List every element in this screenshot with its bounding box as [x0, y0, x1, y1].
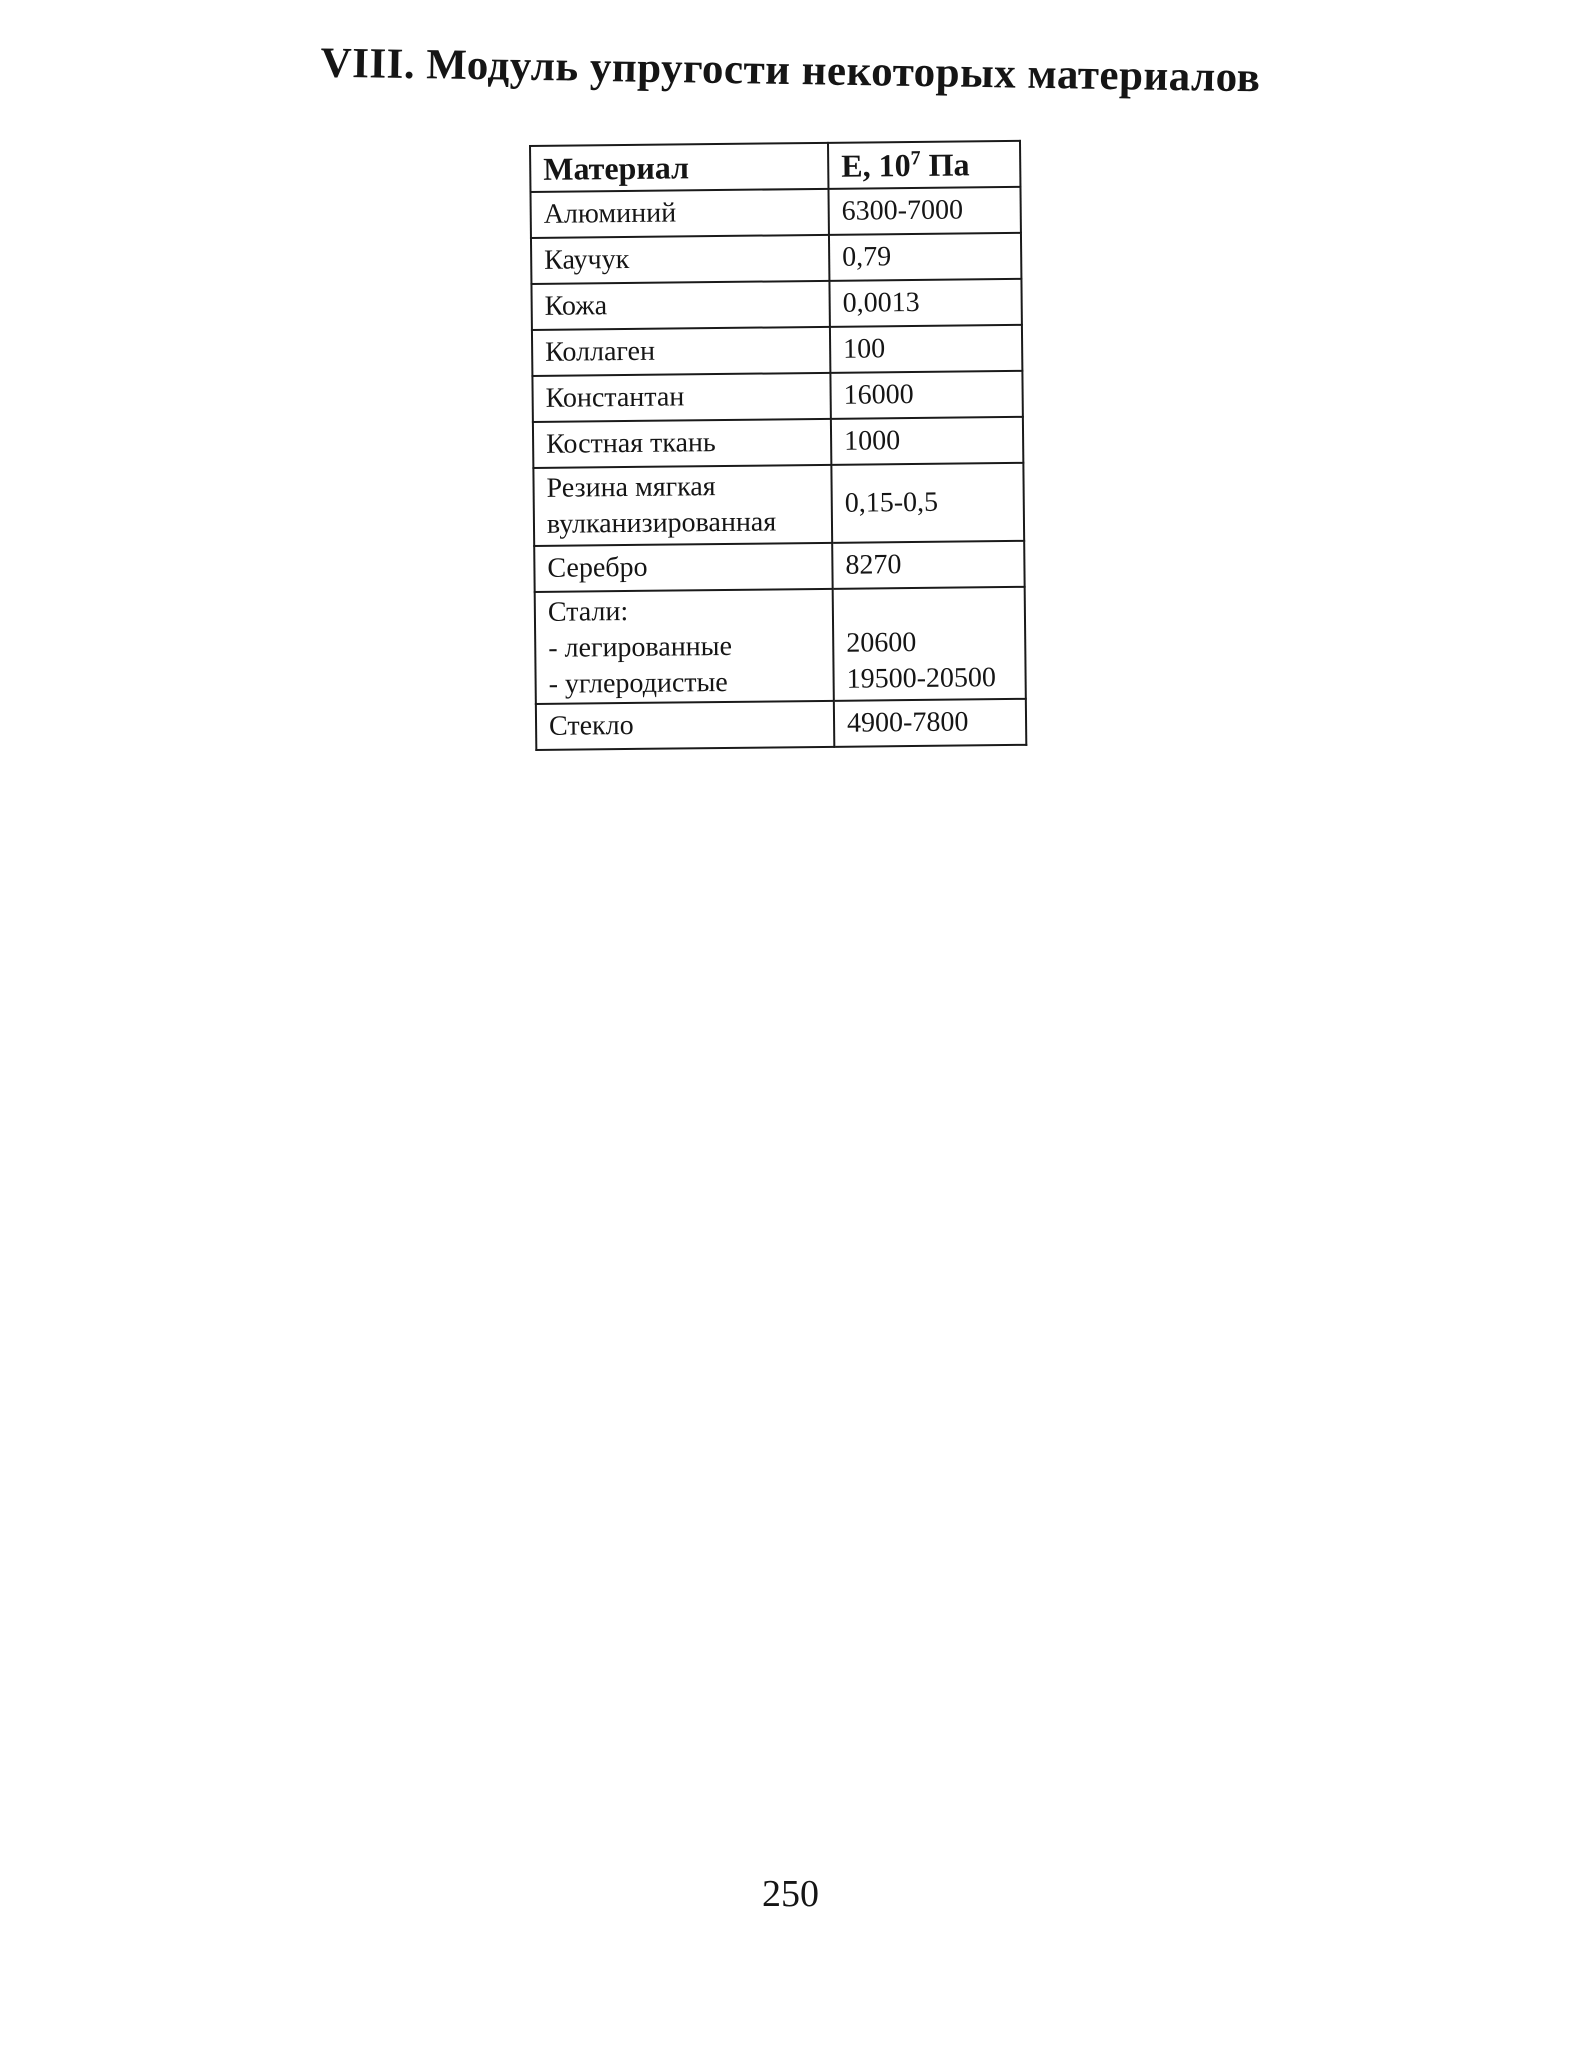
material-cell: Кожа: [531, 281, 829, 330]
header-modulus-prefix: E, 10: [841, 147, 911, 184]
page-number: 250: [762, 1873, 819, 1915]
value-cell: 16000: [830, 371, 1022, 419]
table-row: [535, 587, 1026, 704]
material-cell: Стекло: [536, 701, 834, 750]
table-row: [536, 699, 1026, 750]
page-title: VIII. Модуль упругости некоторых материалов: [320, 39, 1261, 102]
material-line: вулканизированная: [546, 506, 777, 540]
material-cell: Каучук: [531, 235, 829, 284]
value-cell: 0,79: [829, 233, 1021, 281]
material-cell: Костная ткань: [533, 419, 831, 468]
table-header-row: [530, 141, 1020, 192]
materials-table-container: [529, 140, 1025, 751]
header-modulus: [828, 141, 1020, 189]
value-cell: 0,0013: [829, 279, 1021, 327]
material-cell: [535, 589, 834, 704]
value-cell: 8270: [832, 541, 1024, 589]
value-line: 20600: [846, 626, 917, 659]
value-cell: 100: [830, 325, 1022, 373]
value-cell: [833, 587, 1026, 701]
material-line: Стали:: [547, 595, 629, 628]
header-modulus-unit: Па: [920, 146, 970, 183]
table-row: [531, 233, 1021, 284]
table-row: [530, 187, 1020, 238]
materials-table: [529, 140, 1027, 751]
value-cell: 4900-7800: [834, 699, 1026, 747]
value-line: 19500-20500: [846, 662, 997, 695]
value-cell: 1000: [831, 417, 1023, 465]
table-row: [533, 463, 1024, 546]
value-cell: 6300-7000: [828, 187, 1020, 235]
table-row: [532, 371, 1022, 422]
header-material: Материал: [530, 143, 828, 192]
material-cell: Серебро: [534, 543, 832, 592]
material-line: - углеродистые: [548, 666, 728, 700]
material-line: - легированные: [548, 630, 733, 664]
value-cell: 0,15-0,5: [831, 463, 1024, 543]
material-cell: Алюминий: [530, 189, 828, 238]
table-row: [533, 417, 1023, 468]
table-row: [534, 541, 1024, 592]
material-cell: Коллаген: [532, 327, 830, 376]
material-cell: Константан: [532, 373, 830, 422]
material-line: Резина мягкая: [546, 471, 716, 504]
header-modulus-exponent: 7: [910, 147, 921, 170]
table-row: [531, 279, 1021, 330]
table-row: [532, 325, 1022, 376]
material-cell: [533, 465, 832, 546]
